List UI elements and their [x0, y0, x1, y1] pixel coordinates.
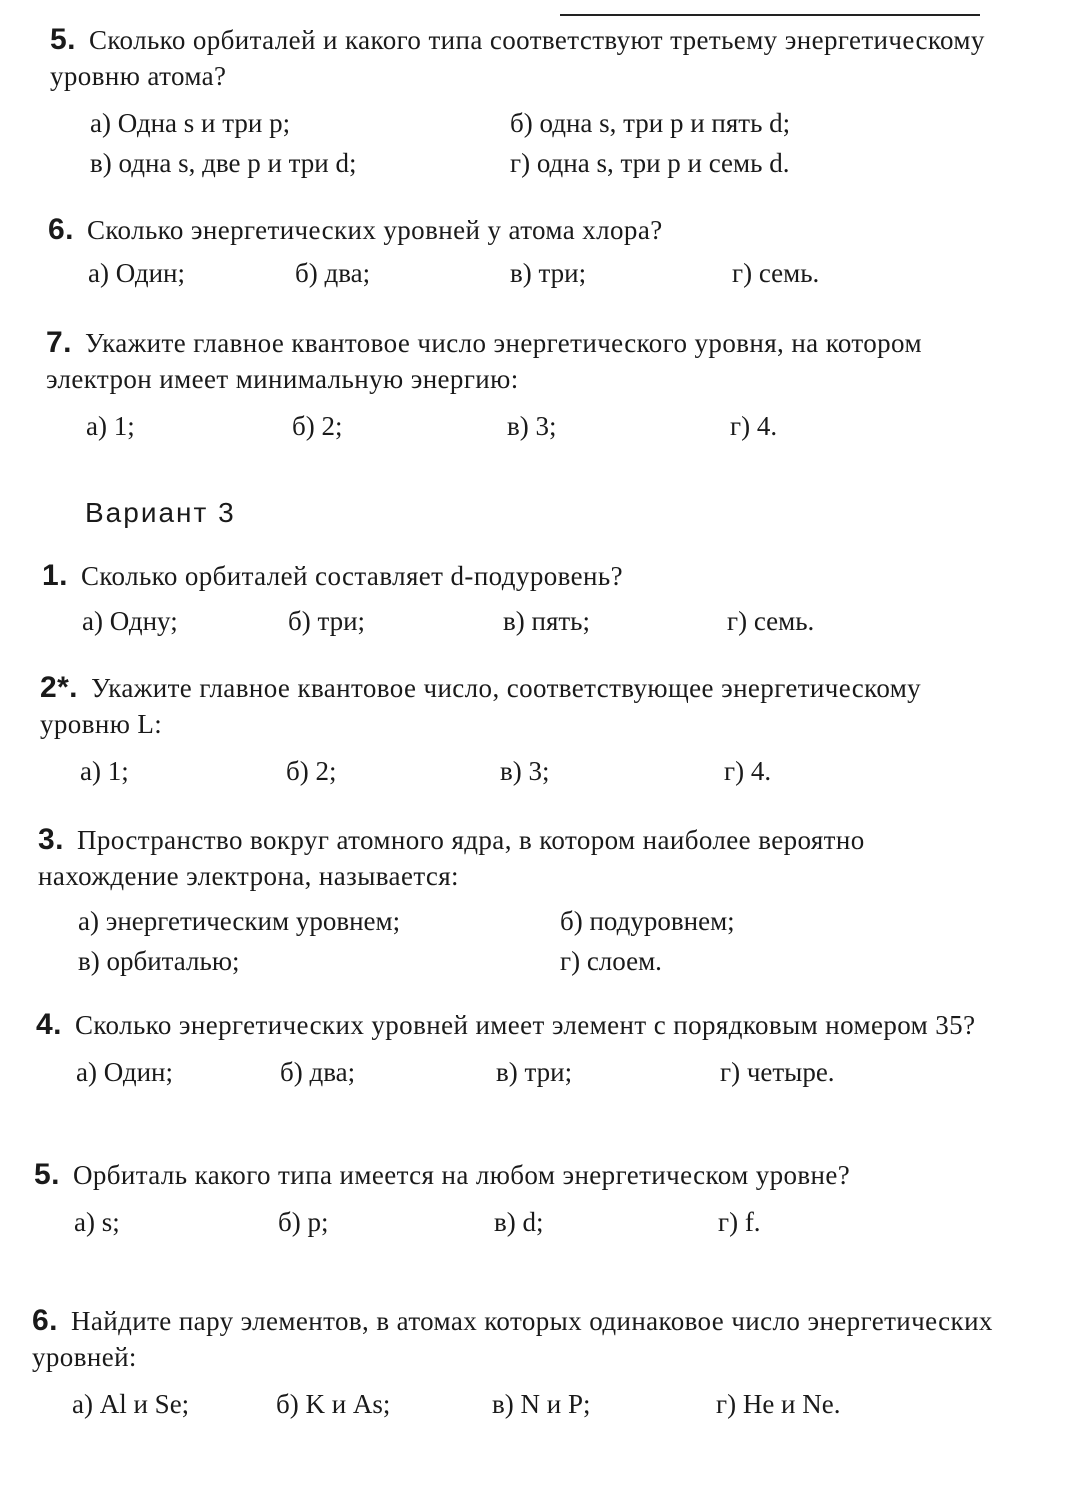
answer-option[interactable]: г) семь.: [732, 258, 820, 288]
answer-option[interactable]: в) орбиталью;: [78, 946, 240, 976]
answer-option[interactable]: б) два;: [280, 1057, 356, 1087]
answer-option[interactable]: в) три;: [496, 1057, 573, 1087]
question-block: [0, 1157, 1065, 1247]
question-block: [0, 22, 1065, 188]
question-text: Укажите главное квантовое число, соответствующее энергетическому уровню L:: [40, 673, 922, 739]
answer-option[interactable]: в) d;: [494, 1207, 544, 1237]
question-number: 5.: [50, 23, 76, 56]
answer-option[interactable]: а) 1;: [80, 756, 129, 786]
answer-option[interactable]: а) Одну;: [82, 606, 178, 636]
question-text: Сколько энергетических уровней у атома хлора?: [86, 215, 663, 245]
question-text: Сколько орбиталей и какого типа соответствуют третьему энергетическому уровню атома?: [50, 25, 985, 91]
answer-option[interactable]: г) одна s, три p и семь d.: [510, 148, 790, 178]
answer-option[interactable]: г) He и Ne.: [716, 1389, 841, 1419]
question-block: [0, 670, 1065, 796]
question-number: 7.: [46, 326, 72, 359]
answer-option[interactable]: б) p;: [278, 1207, 329, 1237]
question-text: Сколько орбиталей составляет d-подуровень?: [80, 561, 623, 591]
question-number: 5.: [34, 1158, 60, 1191]
answer-option[interactable]: б) три;: [288, 606, 366, 636]
answer-option[interactable]: а) 1;: [86, 411, 135, 441]
answer-option[interactable]: а) Один;: [76, 1057, 174, 1087]
answer-option[interactable]: г) семь.: [727, 606, 815, 636]
question-text: Пространство вокруг атомного ядра, в котором наиболее вероятно нахождение электрона, называется:: [38, 825, 865, 891]
question-number: 3.: [38, 823, 64, 856]
answer-option[interactable]: б) одна s, три p и пять d;: [510, 108, 791, 138]
question-block: [0, 558, 1065, 646]
question-number: 6.: [32, 1304, 58, 1337]
answer-option[interactable]: в) три;: [510, 258, 587, 288]
answer-option[interactable]: б) подуровнем;: [560, 906, 735, 936]
answer-option[interactable]: б) K и As;: [276, 1389, 391, 1419]
answer-option[interactable]: б) 2;: [292, 411, 343, 441]
answer-option[interactable]: б) 2;: [286, 756, 337, 786]
question-number: 2*.: [40, 671, 78, 704]
answer-option[interactable]: а) энергетическим уровнем;: [78, 906, 401, 936]
answer-option[interactable]: а) Al и Se;: [72, 1389, 190, 1419]
question-block: [0, 1303, 1065, 1429]
answer-option[interactable]: в) одна s, две p и три d;: [90, 148, 357, 178]
answer-option[interactable]: б) два;: [295, 258, 371, 288]
answer-option[interactable]: а) Одна s и три p;: [90, 108, 291, 138]
question-text: Найдите пару элементов, в атомах которых одинаковое число энергетических уровней:: [32, 1306, 993, 1372]
question-text: Орбиталь какого типа имеется на любом энергетическом уровне?: [72, 1160, 851, 1190]
answer-option[interactable]: в) пять;: [503, 606, 590, 636]
answer-option[interactable]: а) s;: [74, 1207, 120, 1237]
answer-option[interactable]: г) 4.: [730, 411, 778, 441]
question-text: Укажите главное квантовое число энергетического уровня, на котором электрон имеет минимальную энергию:: [46, 328, 922, 394]
question-block: [0, 212, 1065, 298]
question-number: 4.: [36, 1008, 62, 1041]
question-number: 1.: [42, 559, 68, 592]
answer-option[interactable]: г) f.: [718, 1207, 761, 1237]
question-block: [0, 325, 1065, 451]
variant-heading: Вариант 3: [85, 497, 236, 528]
answer-option[interactable]: в) 3;: [507, 411, 557, 441]
answer-option[interactable]: а) Один;: [88, 258, 186, 288]
answer-option[interactable]: г) четыре.: [720, 1057, 835, 1087]
header-rule: [560, 0, 980, 16]
question-block: [0, 1007, 1065, 1097]
question-text: Сколько энергетических уровней имеет элемент с порядковым номером 35?: [74, 1010, 976, 1040]
answer-option[interactable]: г) 4.: [724, 756, 772, 786]
question-block: [0, 822, 1065, 986]
answer-option[interactable]: г) слоем.: [560, 946, 662, 976]
answer-option[interactable]: в) N и P;: [492, 1389, 591, 1419]
question-number: 6.: [48, 213, 74, 246]
answer-option[interactable]: в) 3;: [500, 756, 550, 786]
